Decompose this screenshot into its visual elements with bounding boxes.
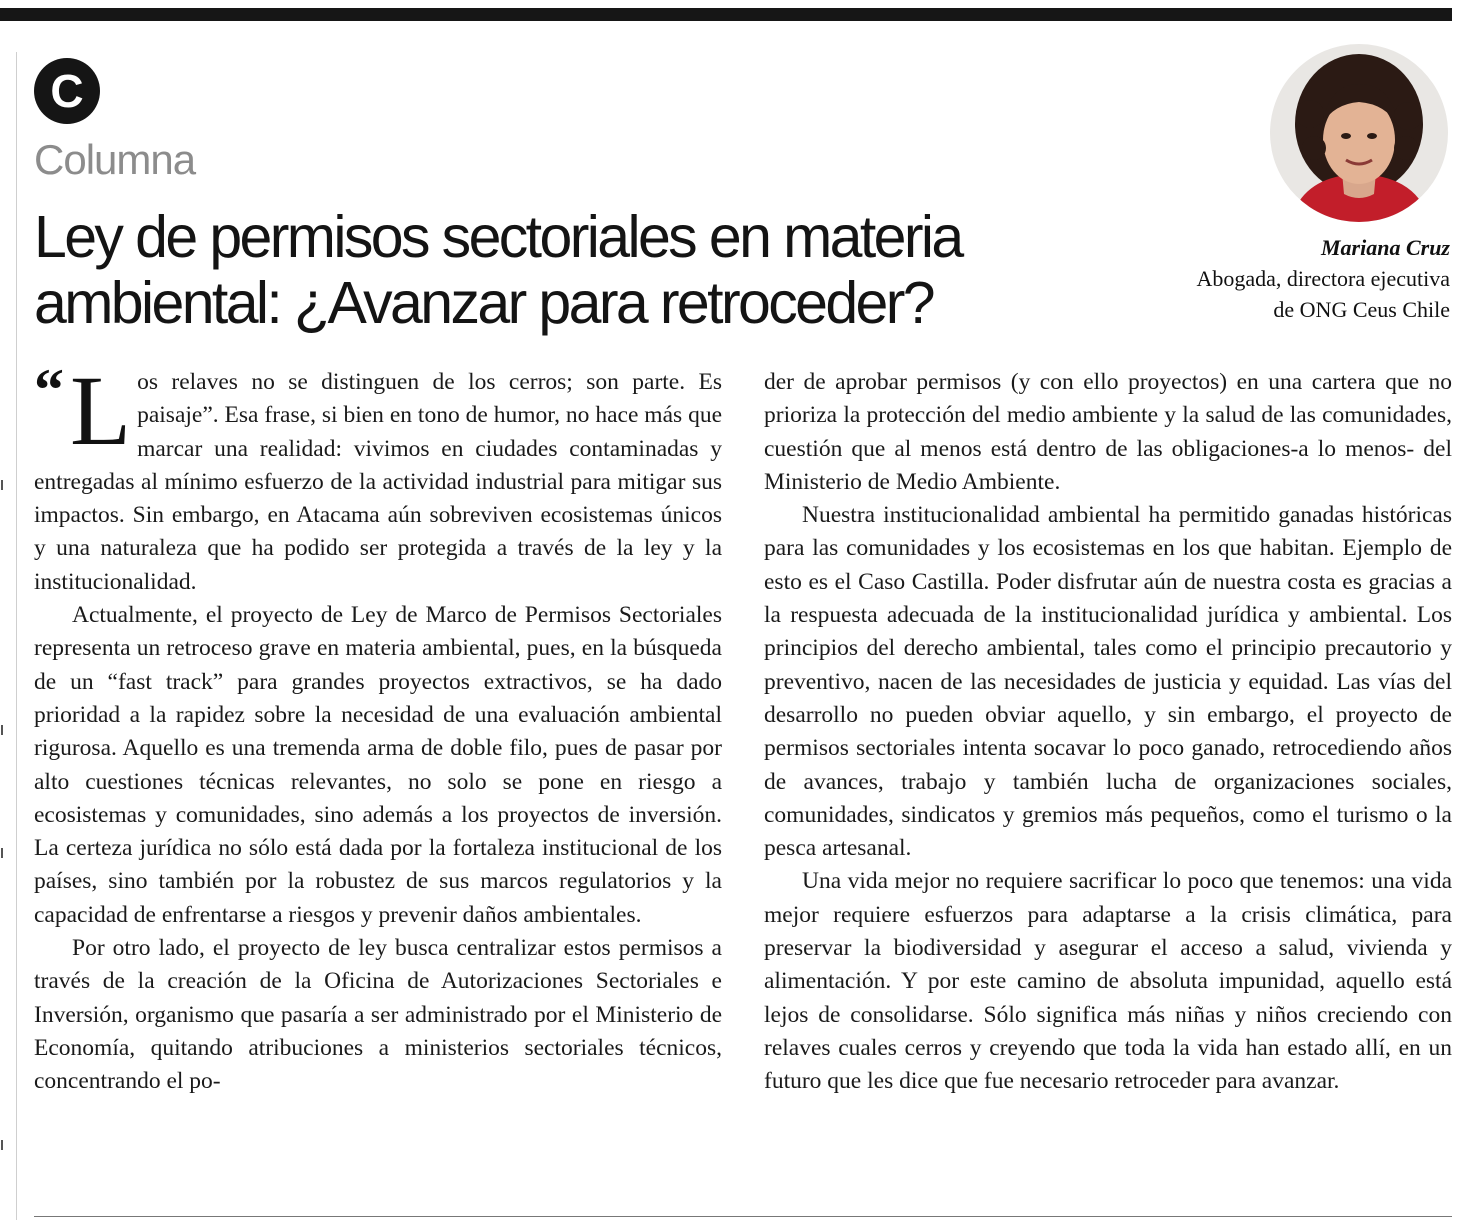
author-role-line-1: Abogada, directora ejecutiva bbox=[1196, 266, 1450, 291]
open-quote-mark: “ bbox=[34, 357, 64, 423]
margin-tick bbox=[0, 1140, 8, 1150]
title-line-2: ambiental: ¿Avanzar para retroceder? bbox=[34, 270, 934, 336]
author-role-line-2: de ONG Ceus Chile bbox=[1273, 297, 1450, 322]
margin-tick bbox=[0, 848, 8, 858]
article-paragraph: Nuestra institucionalidad ambiental ha permitido ganadas históricas para las comunidades y los ecosistemas en los que habitan. Ejemplo de esto es el Caso Castilla. Poder disfrutar aún de nuestra costa es gracias a la respuesta adecuada de la institucionalidad jurídica y ambiental. Los principios del derecho ambiental, tales como el principio precautorio y preventivo, nacen de las necesidades de justicia y equidad. Las vías del desarrollo no pueden obviar aquello, y sin embargo, el proyecto de permisos sectoriales intenta socavar lo poco ganado, retrocediendo años de avances, trabajo y también lucha de organizaciones sociales, comunidades, sindicatos y gremios más pequeños, como el turismo o la pesca artesanal. bbox=[764, 502, 1452, 862]
margin-tick bbox=[0, 725, 8, 735]
author-portrait-illustration bbox=[1270, 44, 1448, 222]
article-column-left bbox=[34, 355, 722, 1099]
drop-cap: L bbox=[70, 355, 132, 466]
page-margin-rule bbox=[16, 52, 17, 1220]
author-name: Mariana Cruz bbox=[1320, 235, 1450, 260]
column-badge: C bbox=[34, 58, 100, 124]
margin-tick bbox=[0, 480, 8, 490]
article-paragraph: Por otro lado, el proyecto de ley busca centralizar estos permisos a través de la creación de la Oficina de Autorizaciones Sectoriales e Inversión, organismo que pasaría a ser administrado por el Ministerio de Economía, quitando atribuciones a ministerios sectoriales técnicos, concentrando el po- bbox=[34, 935, 722, 1095]
bottom-rule bbox=[34, 1216, 1452, 1217]
article-paragraph: Actualmente, el proyecto de Ley de Marco de Permisos Sectoriales representa un retroceso grave en materia ambiental, pues, en la búsqueda de un “fast track” para grandes proyectos extractivos, se ha dado prioridad a la rapidez sobre la necesidad de una evaluación ambiental rigurosa. Aquello es una tremenda arma de doble filo, pues de pasar por alto cuestiones técnicas relevantes, no solo se pone en riesgo a ecosistemas y comunidades, sino además a los proyectos de inversión. La certeza jurídica no sólo está dada por la fortaleza institucional de los países, sino también por la robustez de sus marcos regulatorios y la capacidad de enfrentarse a riesgos y prevenir daños ambientales. bbox=[34, 602, 722, 928]
author-photo bbox=[1270, 44, 1448, 222]
section-label: Columna bbox=[34, 136, 196, 183]
article-paragraph: Una vida mejor no requiere sacrificar lo poco que tenemos: una vida mejor requiere esfuerzos para adaptarse a la crisis climática, para preservar la biodiversidad y asegurar el acceso a salud, vivienda y alimentación. Y por este camino de absoluta impunidad, aquello está lejos de consolidarse. Sólo significa más niñas y niños creciendo con relaves cuales cerros y creyendo que toda la vida han estado allí, en un futuro que les dice que fue necesario retroceder para avanzar. bbox=[764, 868, 1452, 1095]
article-paragraph bbox=[34, 355, 722, 599]
top-rule bbox=[0, 8, 1452, 21]
paragraph-text: os relaves no se distinguen de los cerros; son parte. Es paisaje”. Esa frase, si bien en tono de humor, no hace más que marcar una realidad: vivimos en ciudades contaminadas y entregadas al mínimo esfuerzo de la actividad industrial para mitigar sus impactos. Sin embargo, en Atacama aún sobreviven ecosistemas únicos y una naturaleza que ha podido ser protegida a través de la ley y la institucionalidad. bbox=[34, 369, 722, 595]
article-paragraph: der de aprobar permisos (y con ello proyectos) en una cartera que no prioriza la protección del medio ambiente y la salud de las comunidades, cuestión que al menos está dentro de las obligaciones-a lo menos- del Ministerio de Medio Ambiente. bbox=[764, 369, 1452, 495]
article-column-right bbox=[764, 366, 1452, 1099]
author-byline bbox=[1197, 232, 1450, 325]
title-line-1: Ley de permisos sectoriales en materia bbox=[34, 204, 962, 270]
page-title bbox=[34, 204, 1134, 336]
